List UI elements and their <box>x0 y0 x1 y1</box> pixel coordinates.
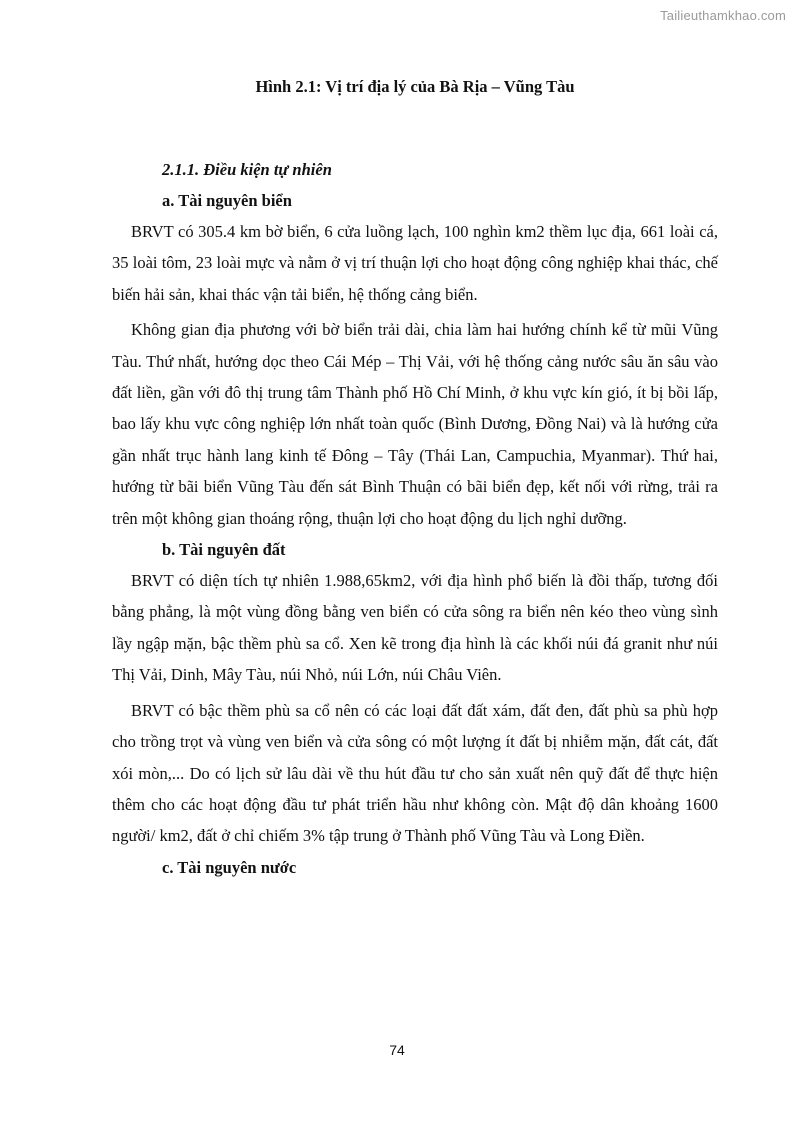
section-heading: 2.1.1. Điều kiện tự nhiên <box>162 160 332 179</box>
document-body <box>112 76 718 879</box>
paragraph-sea-2: Không gian địa phương với bờ biển trải dài, chia làm hai hướng chính kể từ mũi Vũng Tàu. Thứ nhất, hướng dọc theo Cái Mép – Thị Vải, với hệ thống cảng nước sâu ăn sâu vào đất liền, gần với đô thị trung tâm Thành phố Hồ Chí Minh, ở khu vực kín gió, ít bị bồi lấp, bao lấy khu vực công nghiệp lớn nhất toàn quốc (Bình Dương, Đồng Nai) và là hướng cửa gần nhất trục hành lang kinh tế Đông – Tây (Thái Lan, Campuchia, Myanmar). Thứ hai, hướng từ bãi biển Vũng Tàu đến sát Bình Thuận có bãi biển đẹp, kết nối với rừng, trải ra trên một không gian thoáng rộng, thuận lợi cho hoạt động du lịch nghỉ dưỡng. <box>112 320 718 528</box>
paragraph-land-2: BRVT có bậc thềm phù sa cổ nên có các loại đất đất xám, đất đen, đất phù sa phù hợp cho trồng trọt và vùng ven biển và cửa sông có một lượng ít đất bị nhiễm mặn, đất cát, đất xói mòn,... Do có lịch sử lâu dài về thu hút đầu tư cho sản xuất nên quỹ đất để thực hiện thêm cho các hoạt động đầu tư phát triển hầu như không còn. Mật độ dân khoảng 1600 người/ km2, đất ở chỉ chiếm 3% tập trung ở Thành phố Vũng Tàu và Long Điền. <box>112 700 718 846</box>
paragraph-land-1: BRVT có diện tích tự nhiên 1.988,65km2, với địa hình phổ biến là đồi thấp, tương đối bằng phẳng, là một vùng đồng bằng ven biển có cửa sông ra biển nên kéo theo vùng sình lầy ngập mặn, bậc thềm phù sa cổ. Xen kẽ trong địa hình là các khối núi đá granit như núi Thị Vải, Dinh, Mây Tàu, núi Nhỏ, núi Lớn, núi Châu Viên. <box>112 571 718 685</box>
page-number: 74 <box>389 1042 405 1058</box>
watermark-text: Tailieuthamkhao.com <box>660 8 786 23</box>
subsection-heading-land: b. Tài nguyên đất <box>162 540 286 560</box>
paragraph-sea-1: BRVT có 305.4 km bờ biển, 6 cửa luồng lạch, 100 nghìn km2 thềm lục địa, 661 loài cá, 35 loài tôm, 23 loài mực và nằm ở vị trí thuận lợi cho hoạt động công nghiệp khai thác, chế biến hải sản, khai thác vận tải biển, hệ thống cảng biển. <box>112 222 718 304</box>
subsection-heading-water: c. Tài nguyên nước <box>162 857 297 877</box>
subsection-heading-sea: a. Tài nguyên biển <box>162 191 292 210</box>
figure-caption: Hình 2.1: Vị trí địa lý của Bà Rịa – Vũng Tàu <box>255 77 575 96</box>
